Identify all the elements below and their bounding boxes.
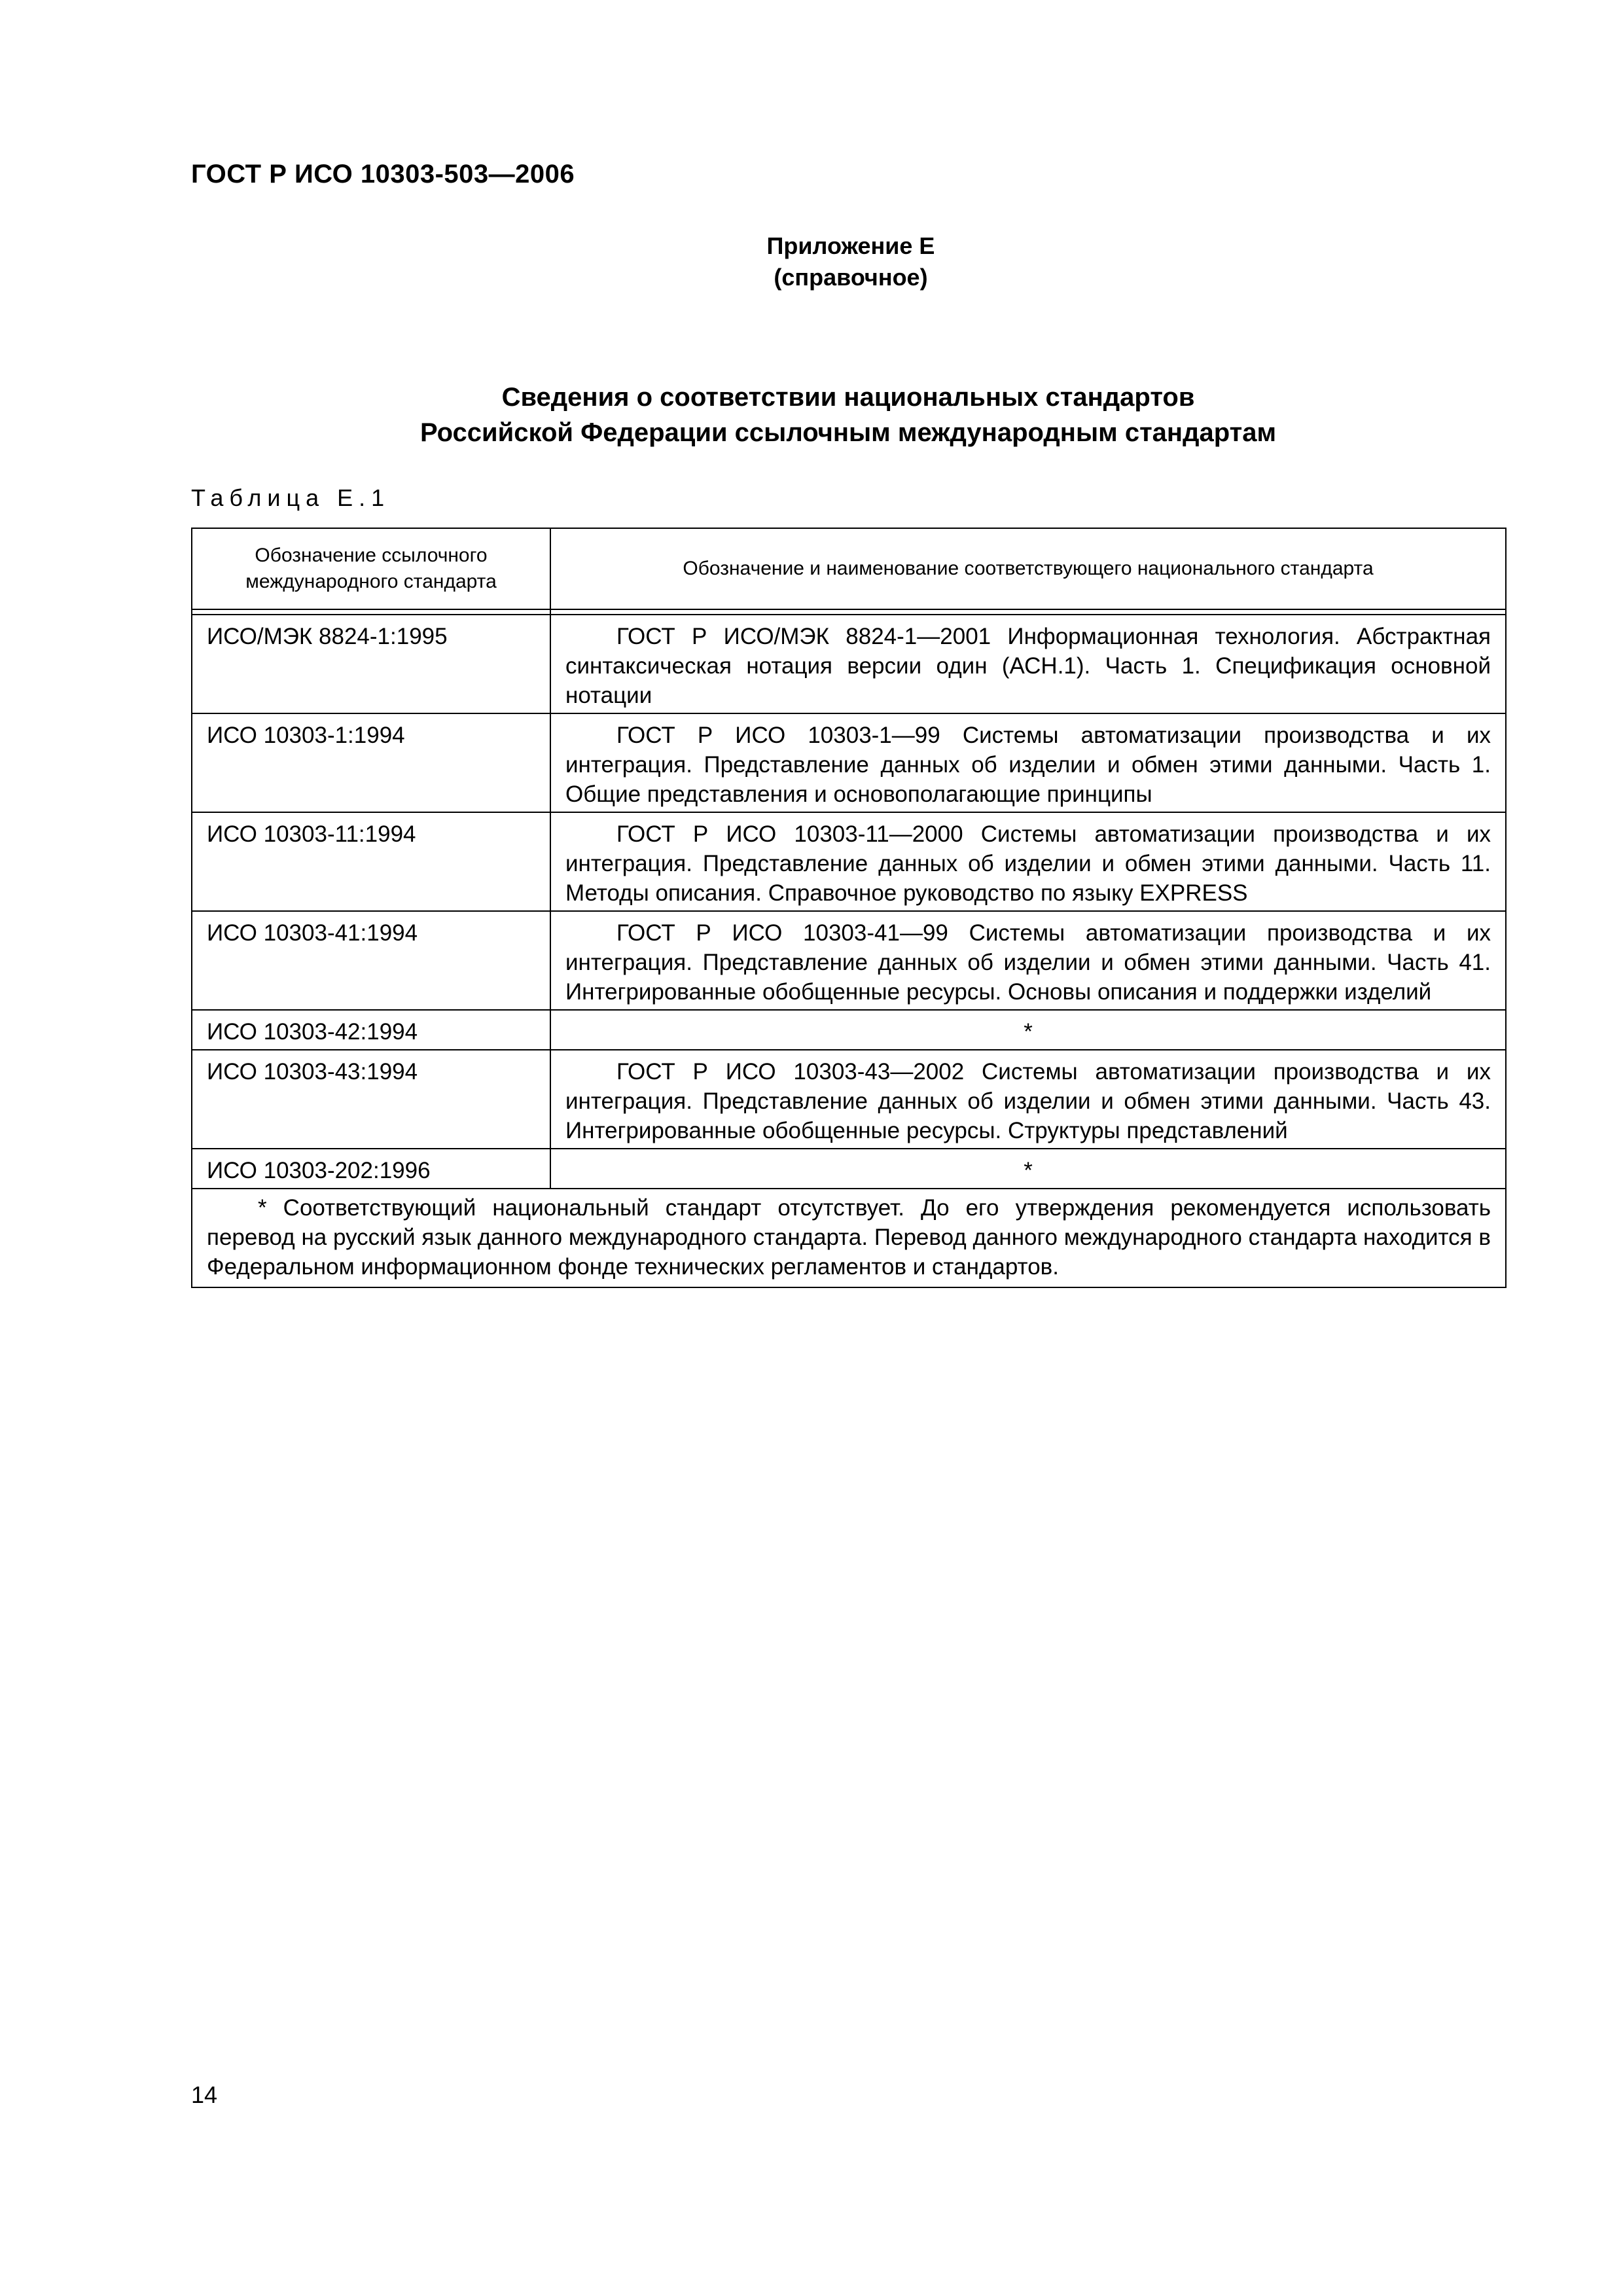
- national-standard-cell: ГОСТ Р ИСО 10303-41—99 Системы автоматизации производства и их интеграция. Представление данных об изделии и обмен этими данными. Часть 41. Интегрированные обобщенные ресурсы. Основы описания и поддержки изделий: [550, 911, 1506, 1010]
- standards-table: [191, 528, 1505, 1288]
- national-standard-cell: ГОСТ Р ИСО 10303-11—2000 Системы автоматизации производства и их интеграция. Представление данных об изделии и обмен этими данными. Часть 11. Методы описания. Справочное руководство по языку EXPRESS: [550, 812, 1506, 911]
- international-standard-cell: ИСО 10303-42:1994: [192, 1010, 550, 1050]
- table-row: [192, 911, 1506, 1010]
- table-row: [192, 1010, 1506, 1050]
- table-row: [192, 812, 1506, 911]
- international-standard-cell: ИСО 10303-43:1994: [192, 1050, 550, 1149]
- column-header-national: Обозначение и наименование соответствующего национального стандарта: [550, 528, 1506, 609]
- table-row: [192, 615, 1506, 713]
- international-standard-cell: ИСО 10303-202:1996: [192, 1149, 550, 1189]
- international-standard-cell: ИСО 10303-1:1994: [192, 713, 550, 812]
- annex-title: Приложение Е: [766, 232, 935, 259]
- table-caption: Таблица Е.1: [191, 484, 391, 511]
- national-standard-cell: ГОСТ Р ИСО/МЭК 8824-1—2001 Информационная технология. Абстрактная синтаксическая нотация версии один (АСН.1). Часть 1. Спецификация основной нотации: [550, 615, 1506, 713]
- national-standard-cell: *: [550, 1010, 1506, 1050]
- table-footnote: * Соответствующий национальный стандарт отсутствует. До его утверждения рекомендуется использовать перевод на русский язык данного международного стандарта. Перевод данного международного стандарта находится в Федеральном информационном фонде технических регламентов и стандартов.: [192, 1189, 1506, 1287]
- international-standard-cell: ИСО 10303-41:1994: [192, 911, 550, 1010]
- page-number: 14: [191, 2081, 218, 2108]
- international-standard-cell: ИСО 10303-11:1994: [192, 812, 550, 911]
- international-standard-cell: ИСО/МЭК 8824-1:1995: [192, 615, 550, 713]
- national-standard-cell: *: [550, 1149, 1506, 1189]
- national-standard-cell: ГОСТ Р ИСО 10303-1—99 Системы автоматизации производства и их интеграция. Представление данных об изделии и обмен этими данными. Часть 1. Общие представления и основополагающие принципы: [550, 713, 1506, 812]
- column-header-international: Обозначение ссылочного международного стандарта: [192, 528, 550, 609]
- national-standard-cell: ГОСТ Р ИСО 10303-43—2002 Системы автоматизации производства и их интеграция. Представление данных об изделии и обмен этими данными. Часть 43. Интегрированные обобщенные ресурсы. Структуры представлений: [550, 1050, 1506, 1149]
- standards-correspondence-table: [191, 528, 1507, 1288]
- header-separator: [192, 609, 1506, 615]
- document-code: ГОСТ Р ИСО 10303-503—2006: [191, 160, 575, 188]
- table-row: [192, 713, 1506, 812]
- annex-kind: (справочное): [774, 264, 928, 291]
- table-row: [192, 1149, 1506, 1189]
- section-heading-line-1: Сведения о соответствии национальных стандартов: [501, 383, 1195, 412]
- table-header-row: [192, 528, 1506, 609]
- table-footnote-row: [192, 1189, 1506, 1287]
- table-row: [192, 1050, 1506, 1149]
- section-heading-line-2: Российской Федерации ссылочным международным стандартам: [419, 418, 1277, 447]
